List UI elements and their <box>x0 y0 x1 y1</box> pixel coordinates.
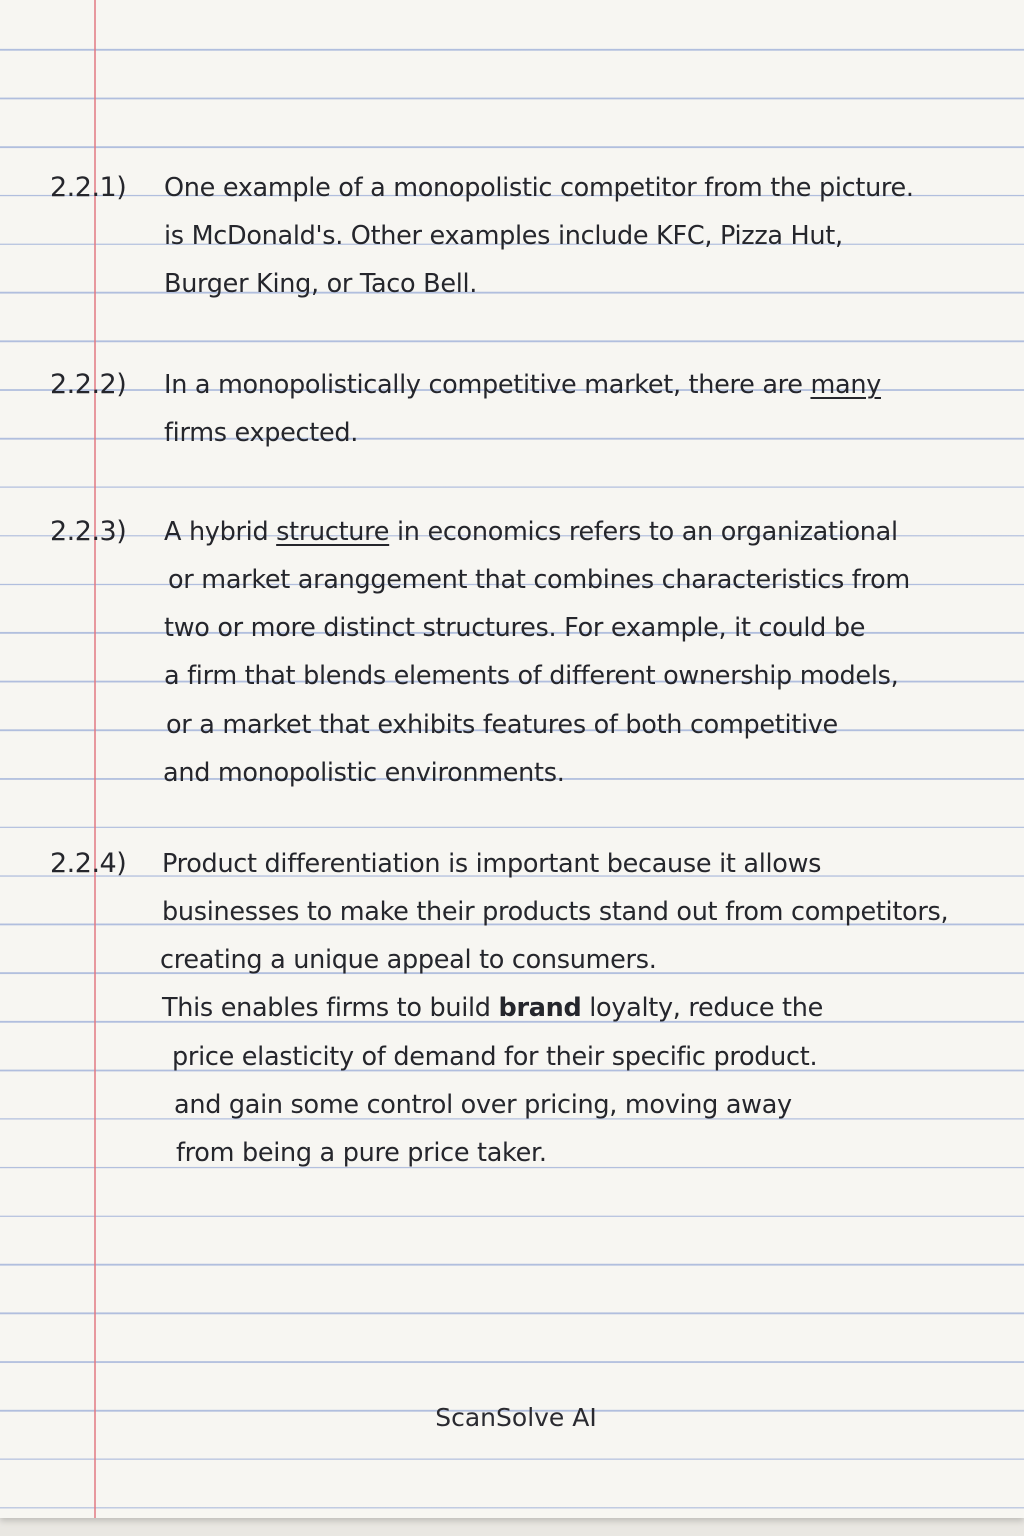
footer-watermark: ScanSolve AI <box>435 1403 597 1432</box>
answer-line: and monopolistic environments. <box>163 758 565 788</box>
margin-line <box>94 0 96 1518</box>
answer-line: or market aranggement that combines characteristics from <box>168 565 910 595</box>
answer-line <box>164 361 881 410</box>
answer-line: Product differentiation is important because it allows <box>162 849 822 879</box>
answer-line: businesses to make their products stand out from competitors, <box>162 897 949 927</box>
underlined-word: many <box>810 370 881 400</box>
answer-line <box>162 984 823 1033</box>
underlined-word: structure <box>276 517 390 547</box>
answer-line: Burger King, or Taco Bell. <box>164 269 478 299</box>
answer-text: loyalty, reduce the <box>581 993 823 1023</box>
answer-text: In a monopolistically competitive market, there are <box>164 370 811 400</box>
answer-line: or a market that exhibits features of both competitive <box>166 710 838 740</box>
answer-line: a firm that blends elements of different ownership models, <box>164 661 899 691</box>
question-number: 2.2.3) <box>50 516 127 547</box>
answer-line: is McDonald's. Other examples include KFC, Pizza Hut, <box>164 221 843 251</box>
answer-text: in economics refers to an organizational <box>389 517 898 547</box>
answer-line: price elasticity of demand for their specific product. <box>172 1042 818 1072</box>
answer-line: creating a unique appeal to consumers. <box>160 945 657 975</box>
bold-word: brand <box>498 993 582 1023</box>
question-number: 2.2.4) <box>50 848 127 879</box>
answer-line: firms expected. <box>164 418 359 448</box>
question-number: 2.2.2) <box>50 369 127 400</box>
answer-line: One example of a monopolistic competitor from the picture. <box>164 173 914 203</box>
answer-line: two or more distinct structures. For example, it could be <box>164 613 866 643</box>
answer-line <box>164 508 898 557</box>
answer-text: A hybrid <box>164 517 277 547</box>
question-number: 2.2.1) <box>50 172 127 203</box>
answer-line: from being a pure price taker. <box>176 1138 547 1168</box>
answer-text: This enables firms to build <box>162 993 499 1023</box>
answer-line: and gain some control over pricing, moving away <box>174 1090 792 1120</box>
